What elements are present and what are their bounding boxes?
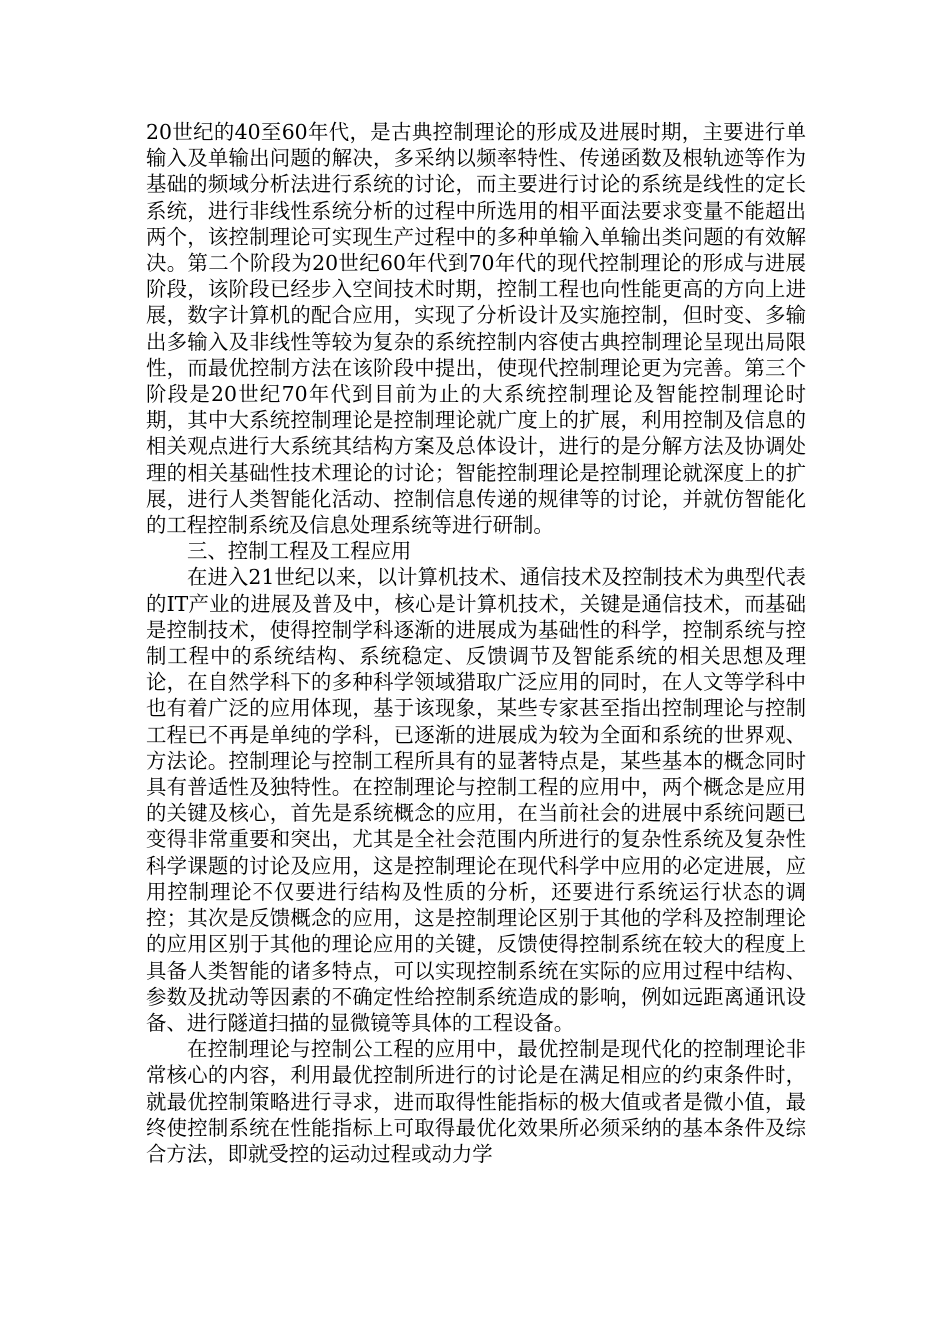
- paragraph-engineering-application: 在进入21世纪以来，以计算机技术、通信技术及控制技术为典型代表的IT产业的进展及普及中，核心是计算机技术，关键是通信技术，而基础是控制技术，使得控制学科逐渐的进展成为基础性的科学，控制系统与控制工程中的系统结构、系统稳定、反馈调节及智能系统的相关思想及理论，在自然学科下的多种科学领域猎取广泛应用的同时，在人文等学科中也有着广泛的应用体现，基于该现象，某些专家甚至指出控制理论与控制工程已不再是单纯的学科，已逐渐的进展成为较为全面和系统的世界观、方法论。控制理论与控制工程所具有的显著特点是，某些基本的概念同时具有普适性及独特性。在控制理论与控制工程的应用中，两个概念是应用的关键及核心，首先是系统概念的应用，在当前社会的进展中系统问题已变得非常重要和突出，尤其是全社会范围内所进行的复杂性系统及复杂性科学课题的讨论及应用，这是控制理论在现代科学中应用的必定进展，应用控制理论不仅要进行结构及性质的分析，还要进行系统运行状态的调控；其次是反馈概念的应用，这是控制理论区别于其他的学科及控制理论的应用区别于其他的理论应用的关键，反馈使得控制系统在较大的程度上具备人类智能的诸多特点，可以实现控制系统在实际的应用过程中结构、参数及扰动等因素的不确定性给控制系统造成的影响，例如远距离通讯设备、进行隧道扫描的显微镜等具体的工程设备。: [146, 565, 806, 1035]
- paragraph-control-theory-history: 20世纪的40至60年代，是古典控制理论的形成及进展时期，主要进行单输入及单输出问题的解决，多采纳以频率特性、传递函数及根轨迹等作为基础的频域分析法进行系统的讨论，而主要进行讨论的系统是线性的定长系统，进行非线性系统分析的过程中所选用的相平面法要求变量不能超出两个，该控制理论可实现生产过程中的多种单输入单输出类问题的有效解决。第二个阶段为20世纪60年代到70年代的现代控制理论的形成与进展阶段，该阶段已经步入空间技术时期，控制工程也向性能更高的方向上进展，数字计算机的配合应用，实现了分析设计及实施控制，但时变、多输出多输入及非线性等较为复杂的系统控制内容使古典控制理论呈现出局限性，而最优控制方法在该阶段中提出，使现代控制理论更为完善。第三个阶段是20世纪70年代到目前为止的大系统控制理论及智能控制理论时期，其中大系统控制理论是控制理论就广度上的扩展，利用控制及信息的相关观点进行大系统其结构方案及总体设计，进行的是分解方法及协调处理的相关基础性技术理论的讨论；智能控制理论是控制理论就深度上的扩展，进行人类智能化活动、控制信息传递的规律等的讨论，并就仿智能化的工程控制系统及信息处理系统等进行研制。: [146, 120, 806, 538]
- section-heading: 三、控制工程及工程应用: [187, 539, 412, 564]
- paragraph-optimal-control: 在控制理论与控制公工程的应用中，最优控制是现代化的控制理论非常核心的内容，利用最优控制所进行的讨论是在满足相应的约束条件时，就最优控制策略进行寻求，进而取得性能指标的极大值或者是微小值，最终使控制系统在性能指标上可取得最优化效果所必须采纳的基本条件及综合方法，即就受控的运动过程或动力学: [146, 1037, 806, 1166]
- document-body: [146, 119, 806, 1167]
